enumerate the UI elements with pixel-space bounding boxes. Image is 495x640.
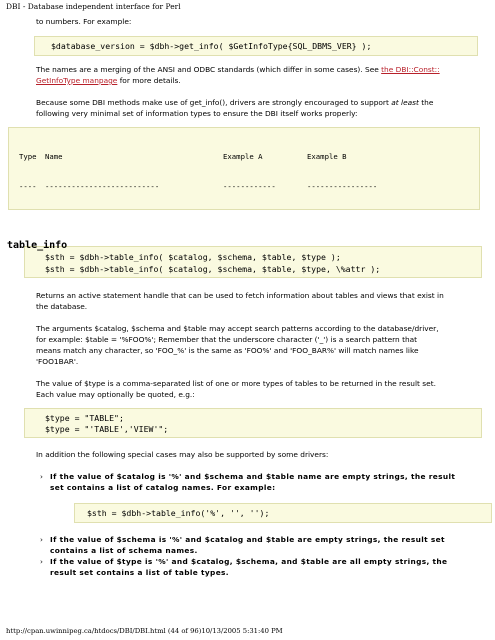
table-dash-row (9, 182, 479, 192)
because-line2: following very minimal set of information types to ensure the DBI itself works properly: (36, 109, 358, 118)
dash-name: -------------------------- (45, 181, 160, 191)
because-text2: the (418, 98, 434, 107)
header-type: Type (19, 151, 37, 161)
getinfotype-link-cont[interactable]: GetInfoType manpage (36, 76, 118, 85)
header-name: Name (45, 151, 63, 161)
args-line1: The arguments $catalog, $schema and $table may accept search patterns according to the database/driver, (36, 324, 439, 333)
because-paragraph (36, 97, 488, 119)
bullet-icon: › (40, 472, 44, 481)
code-block-table-info (24, 246, 482, 278)
code-table-info-line2: $sth = $dbh->table_info( $catalog, $schema, $table, $type, \%attr ); (45, 264, 381, 274)
list-item (36, 556, 488, 578)
type-line2: Each value may optionally be quoted, e.g.: (36, 390, 195, 399)
addition-paragraph: In addition the following special cases may also be supported by some drivers: (36, 450, 329, 459)
intro-line: to numbers. For example: (36, 17, 132, 26)
list-item (36, 534, 488, 556)
args-line2: for example: $table = '%FOO%'; Remember that the underscore character ('_') is a search pattern that (36, 335, 418, 344)
bullet-icon: › (40, 557, 44, 566)
type-paragraph (36, 378, 488, 400)
section-heading: table_info (7, 240, 68, 251)
returns-line1: Returns an active statement handle that can be used to fetch information about tables and views that exist in (36, 291, 444, 300)
dash-type: ---- (19, 181, 37, 191)
special-cases-list (36, 471, 488, 493)
code-type-line2: $type = "'TABLE','VIEW'"; (45, 424, 169, 434)
arguments-paragraph (36, 323, 488, 367)
bullet-icon: › (40, 535, 44, 544)
special-item2-line1: If the value of $schema is '%' and $catalog and $table are empty strings, the result set (50, 535, 445, 544)
args-line3: means match any character, so 'FOO_%' is the same as 'FOO%' and 'FOO_BAR%' will match names like (36, 346, 419, 355)
code-table-info-line1: $sth = $dbh->table_info( $catalog, $schema, $table, $type ); (45, 252, 341, 262)
special-item1-line2: set contains a list of catalog names. For example: (50, 483, 276, 492)
getinfotype-link[interactable]: the DBI::Const:: (381, 65, 440, 74)
dash-example-b: ---------------- (307, 181, 378, 191)
code-block-catalog: $sth = $dbh->table_info('%', '', ''); (74, 503, 492, 523)
special-cases-list-cont (36, 534, 488, 578)
table-header-row (9, 152, 479, 162)
special-item2-line2: contains a list of schema names. (50, 546, 198, 555)
special-item1-line1: If the value of $catalog is '%' and $schema and $table name are empty strings, the result (50, 472, 456, 481)
because-emph: at least (391, 98, 419, 107)
list-item (36, 471, 488, 493)
dash-example-a: ------------ (223, 181, 276, 191)
returns-paragraph (36, 290, 488, 312)
document-body (19, 16, 488, 578)
special-item3-line2: result set contains a list of table types. (50, 568, 229, 577)
names-text: The names are a merging of the ANSI and ODBC standards (which differ in some cases). See (36, 65, 382, 74)
code-block-type (24, 408, 482, 438)
names-paragraph (36, 64, 488, 86)
args-line4: 'FOO1BAR'. (36, 357, 79, 366)
page-footer-url: http://cpan.uwinnipeg.ca/htdocs/DBI/DBI.html (44 of 96)10/13/2005 5:31:40 PM (6, 627, 283, 635)
names-end: for more details. (117, 76, 181, 85)
window-title: DBI - Database independent interface for Perl (6, 2, 181, 11)
info-types-table (8, 127, 480, 210)
returns-line2: the database. (36, 302, 88, 311)
code-block-get-info: $database_version = $dbh->get_info( $GetInfoType{SQL_DBMS_VER} ); (34, 36, 478, 56)
because-text1: Because some DBI methods make use of get_info(), drivers are strongly encouraged to support (36, 98, 392, 107)
special-item3-line1: If the value of $type is '%' and $catalog, $schema, and $table are all empty strings, the (50, 557, 448, 566)
header-example-b: Example B (307, 151, 347, 161)
header-example-a: Example A (223, 151, 263, 161)
type-line1: The value of $type is a comma-separated list of one or more types of tables to be returned in the result set. (36, 379, 436, 388)
code-type-line1: $type = "TABLE"; (45, 413, 124, 423)
